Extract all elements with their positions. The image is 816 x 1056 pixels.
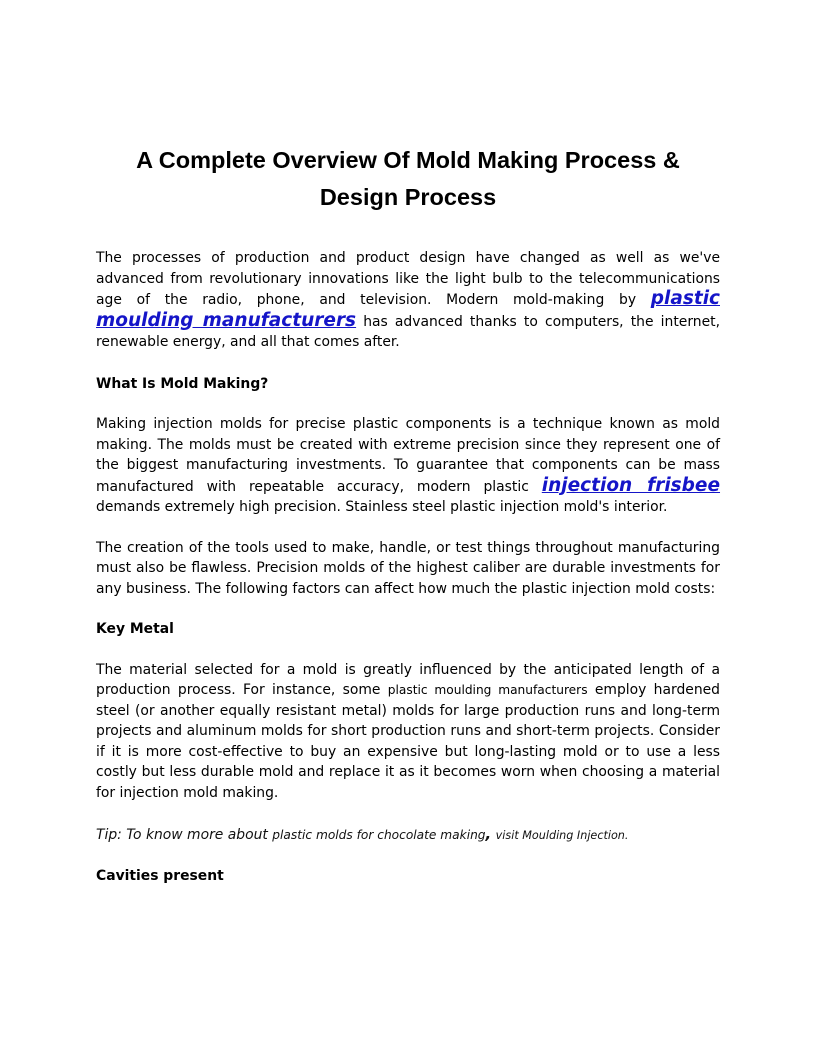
section-heading-what-is-mold-making: What Is Mold Making? [96, 375, 269, 392]
key-metal-text-after: employ hardened steel (or another equally resistant metal) molds for large production runs and long-term projects and aluminum molds for short production runs and short-term projects. Consider if it is more cost-effective to buy an expensive but long-lasting mold or to use a less costly but less durable mold and replace it as it becomes worn when choosing a material for injection mold making. [96, 682, 720, 801]
tip-topic: plastic molds for chocolate making [272, 828, 486, 842]
key-metal-text-before: The material selected for a mold is greatly influenced by the anticipated length of a production process. For instance, some [96, 661, 720, 698]
tip-line [96, 823, 720, 847]
intro-text-before: The processes of production and product design have changed as well as we've advanced from revolutionary innovations like the light bulb to the telecommunications age of the radio, phone, and television. Modern mold-making by [96, 250, 720, 308]
plastic-moulding-manufacturers-link[interactable]: plastic moulding manufacturers [96, 288, 720, 331]
tip-prefix: Tip: To know more about [96, 827, 268, 843]
document-page [96, 0, 720, 887]
intro-text-after: has advanced thanks to computers, the internet, renewable energy, and all that comes after. [96, 313, 720, 350]
tools-paragraph: The creation of the tools used to make, handle, or test things throughout manufacturing must also be flawless. Precision molds of the highest caliber are durable investments for any business. The following factors can affect how much the plastic injection mold costs: [96, 539, 720, 597]
key-metal-inline-term: plastic moulding manufacturers [387, 683, 588, 697]
tip-comma: , [485, 825, 492, 843]
intro-paragraph [96, 248, 720, 353]
page-title: A Complete Overview Of Mold Making Process & Design Process [136, 147, 680, 210]
key-metal-paragraph [96, 660, 720, 804]
mold-making-text-after: demands extremely high precision. Stainless steel plastic injection mold's interior. [96, 499, 668, 515]
tip-suffix: visit Moulding Injection. [495, 829, 629, 842]
mold-making-text-before: Making injection molds for precise plastic components is a technique known as mold making. The molds must be created with extreme precision since they represent one of the biggest manufacturing investments. To guarantee that components can be mass manufactured with repeatable accuracy, modern plastic [96, 416, 720, 495]
section-heading-key-metal: Key Metal [96, 621, 174, 637]
section-heading-cavities-present: Cavities present [96, 868, 224, 884]
injection-frisbee-link[interactable]: injection frisbee [541, 474, 721, 496]
mold-making-paragraph [96, 414, 720, 518]
